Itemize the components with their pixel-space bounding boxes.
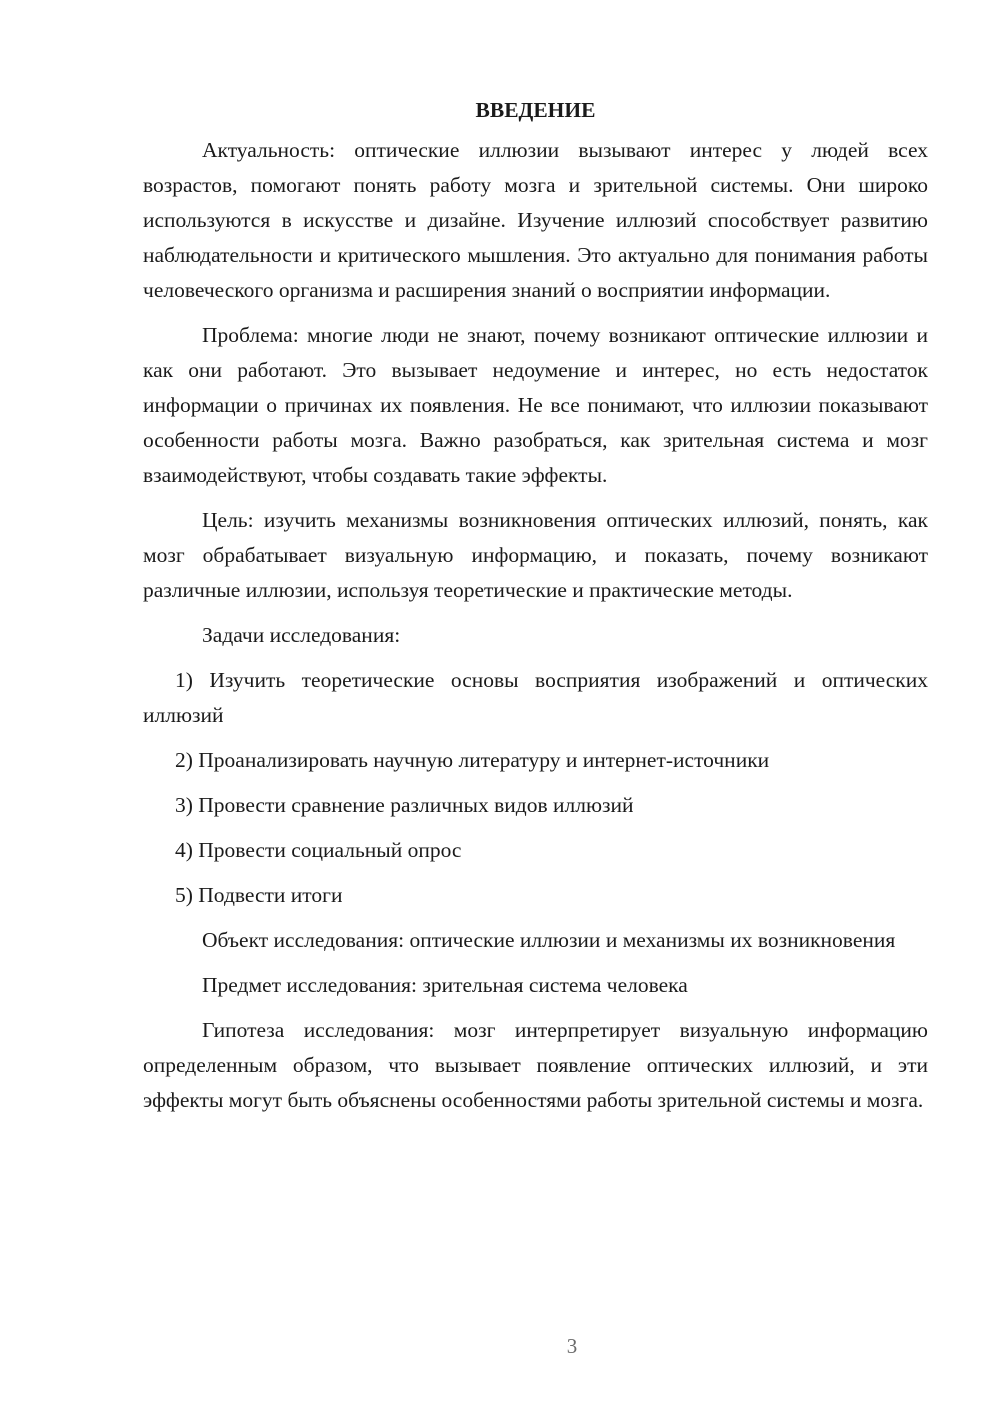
task-item: 2) Проанализировать научную литературу и интернет-источники bbox=[175, 748, 770, 772]
goal-paragraph: Цель: изучить механизмы возникновения оптических иллюзий, понять, как мозг обрабатывает визуальную информацию, и показать, почему возникают различные иллюзии, используя теоретические и практические методы. bbox=[143, 508, 928, 602]
page-title: ВВЕДЕНИЕ bbox=[475, 98, 596, 122]
hypothesis-paragraph: Гипотеза исследования: мозг интерпретирует визуальную информацию определенным образом, что вызывает появление оптических иллюзий, и эти эффекты могут быть объяснены особенностями работы зрительной системы и мозга. bbox=[143, 1018, 928, 1112]
relevance-paragraph: Актуальность: оптические иллюзии вызывают интерес у людей всех возрастов, помогают понять работу мозга и зрительной системы. Они широко используются в искусстве и дизайне. Изучение иллюзий способствует развитию наблюдательности и критического мышления. Это актуально для понимания работы человеческого организма и расширения знаний о восприятии информации. bbox=[143, 138, 928, 302]
subject-paragraph: Предмет исследования: зрительная система человека bbox=[202, 973, 688, 997]
page-number: 3 bbox=[566, 1334, 578, 1358]
task-item: 4) Провести социальный опрос bbox=[175, 838, 462, 862]
task-item: 1) Изучить теоретические основы восприятия изображений и оптических иллюзий bbox=[143, 668, 928, 727]
task-item: 3) Провести сравнение различных видов иллюзий bbox=[175, 793, 634, 817]
task-item: 5) Подвести итоги bbox=[175, 883, 343, 907]
tasks-heading: Задачи исследования: bbox=[202, 623, 401, 647]
page-content bbox=[143, 93, 928, 1128]
object-paragraph: Объект исследования: оптические иллюзии и механизмы их возникновения bbox=[202, 928, 896, 952]
problem-paragraph: Проблема: многие люди не знают, почему возникают оптические иллюзии и как они работают. Это вызывает недоумение и интерес, но есть недостаток информации о причинах их появления. Не все понимают, что иллюзии показывают особенности работы мозга. Важно разобраться, как зрительная система и мозг взаимодействуют, чтобы создавать такие эффекты. bbox=[143, 323, 928, 487]
